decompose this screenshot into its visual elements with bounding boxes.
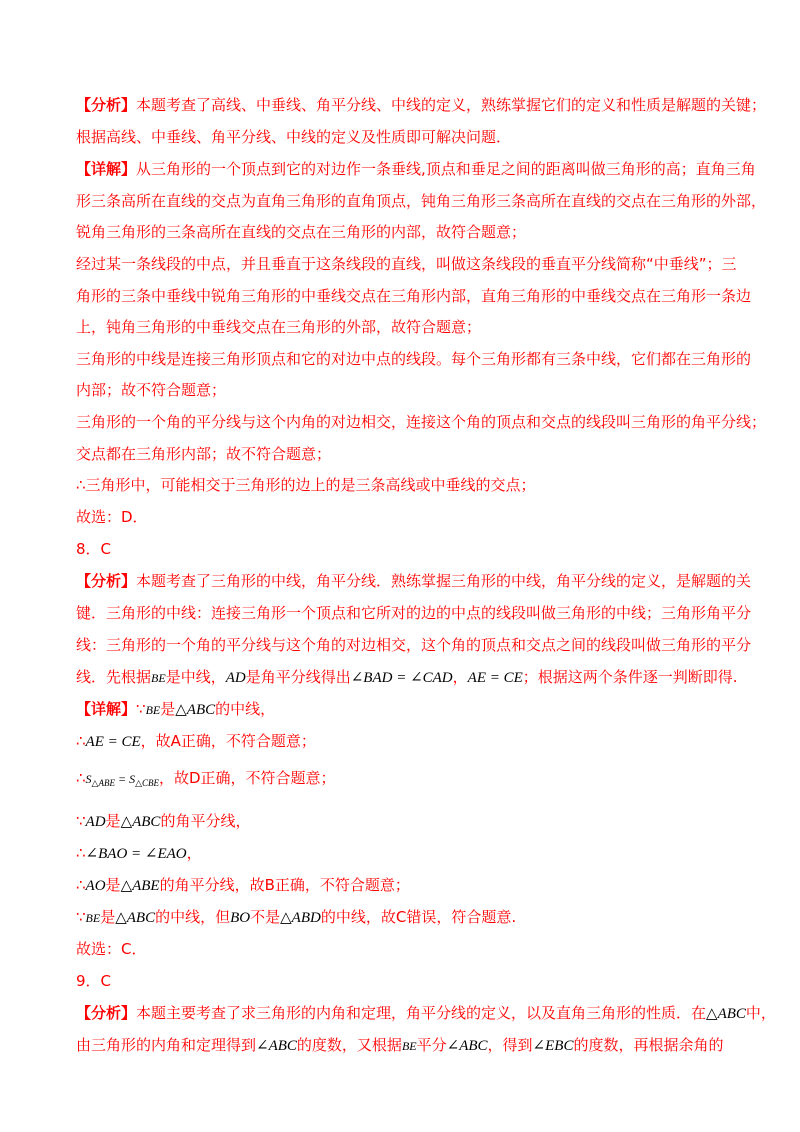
detail-line-6: 上，钝角三角形的中垂线交点在三角形的外部，故符合题意； [76,318,482,336]
q8-detail-line-7: ∵BE是△ABC的中线，但BO不是△ABD的中线，故C错误，符合题意. [76,908,517,926]
analysis-line-1: 【分析】本题考查了高线、中垂线、角平分线、中线的定义，熟练掌握它们的定义和性质是解题的关键； [76,96,767,114]
question-9-header: 9．C [76,972,112,990]
q8-detail-line-1: 【详解】∵BE是△ABC的中线， [76,700,276,718]
analysis-line-2: 根据高线、中垂线、角平分线、中线的定义及性质即可解决问题． [76,128,512,146]
q8-detail-line-3: $\therefore S_{\triangle ABE} = S_{\triangle CBE}$，故D正确，不符合题意； [76,769,336,788]
detail-line-5: 角形的三条中垂线中锐角三角形的中垂线交点在三角形内部，直角三角形的中垂线交点在三角形一条边 [76,287,752,305]
detail-line-10: 交点都在三角形内部；故不符合题意； [76,445,332,463]
q8-detail-line-5: ∴∠BAO = ∠EAO， [76,844,202,862]
detail-line-1: 【详解】从三角形的一个顶点到它的对边作一条垂线,顶点和垂足之间的距离叫做三角形的高；直角三角 [76,160,756,178]
detail-line-7: 三角形的中线是连接三角形顶点和它的对边中点的线段。每个三角形都有三条中线，它们都在三角形的 [76,350,752,368]
question-8-header: 8．C [76,540,112,558]
detail-line-2: 形三条高所在直线的交点为直角三角形的直角顶点，钝角三角形三条高所在直线的交点在三角形的外部， [76,192,767,210]
answer-line-7: 故选：D． [76,508,148,526]
answer-line-8: 故选：C． [76,940,147,958]
detail-line-4: 经过某一条线段的中点，并且垂直于这条线段的直线，叫做这条线段的垂直平分线简称“中垂线”；三 [76,255,737,273]
detail-line-11: ∴三角形中，可能相交于三角形的边上的是三条高线或中垂线的交点； [76,476,536,494]
area-equation: $S_{\triangle ABE} = S_{\triangle CBE}$ [85,772,159,788]
q8-detail-line-4: ∵AD是△ABC的角平分线， [76,812,251,830]
detail-line-9: 三角形的一个角的平分线与这个内角的对边相交，连接这个角的顶点和交点的线段叫三角形的角平分线； [76,413,767,431]
q8-detail-line-6: ∴AO是△ABE的角平分线，故B正确，不符合题意； [76,876,410,894]
detail-line-3: 锐角三角形的三条高所在直线的交点在三角形的内部，故符合题意； [76,223,527,241]
q9-analysis-line-2: 由三角形的内角和定理得到∠ABC的度数，又根据BE平分∠ABC，得到∠EBC的度数，再根据余角的 [76,1036,724,1054]
q8-detail-line-2: ∴AE = CE，故A正确，不符合题意； [76,732,316,750]
q8-analysis-line-3: 线：三角形的一个角的平分线与这个角的对边相交，这个角的顶点和交点之间的线段叫做三角形的平分 [76,636,752,654]
q8-analysis-line-2: 键．三角形的中线：连接三角形一个顶点和它所对的边的中点的线段叫做三角形的中线；三角形角平分 [76,604,752,622]
q8-analysis-line-4: 线．先根据BE是中线，AD是角平分线得出∠BAD = ∠CAD，AE = CE；根据这两个条件逐一判断即得. [76,668,738,686]
detail-line-8: 内部；故不符合题意； [76,381,227,399]
q8-analysis-line-1: 【分析】本题考查了三角形的中线，角平分线．熟练掌握三角形的中线，角平分线的定义，是解题的关 [76,572,752,590]
q9-analysis-line-1: 【分析】本题主要考查了求三角形的内角和定理，角平分线的定义，以及直角三角形的性质．在△ABC中， [76,1004,776,1022]
